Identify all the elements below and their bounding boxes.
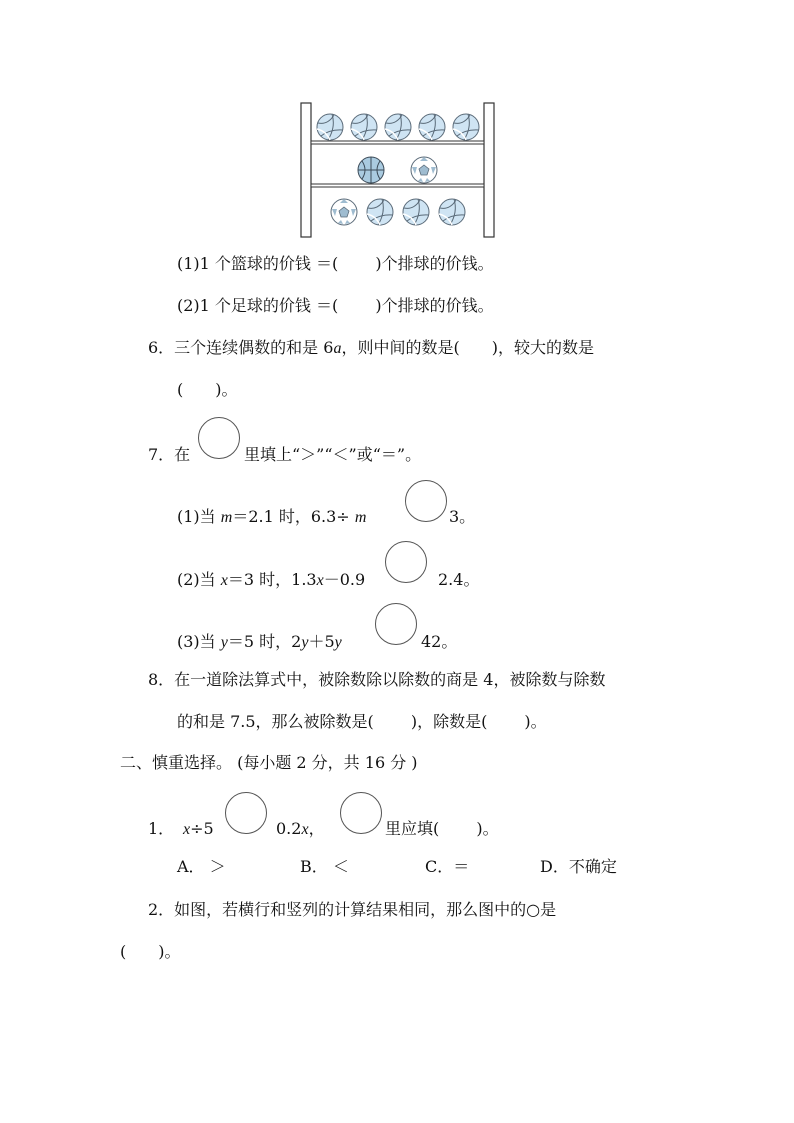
q7-sub3-expr: (3)当 y＝5 时，2y＋5y	[177, 632, 342, 651]
q7-stem-b: 里填上“＞”“＜”或“＝”。	[244, 445, 422, 464]
answer-circle[interactable]	[405, 480, 447, 522]
c1-expr-right: 0.2x，	[276, 819, 325, 838]
q6-text-b: ，则中间的数是( )，较大的数是	[341, 338, 594, 357]
answer-circle[interactable]	[198, 417, 240, 459]
answer-circle[interactable]	[385, 541, 427, 583]
q7-sub2-expr: (2)当 x＝3 时，1.3x－0.9	[177, 570, 366, 589]
option-b[interactable]: B． ＜	[300, 857, 349, 876]
c1-number: 1．	[148, 819, 175, 838]
q7-sub1-expr: (1)当 m＝2.1 时，6.3÷ m	[177, 507, 367, 526]
option-c[interactable]: C．＝	[425, 857, 470, 876]
c2-line2: ( )。	[120, 942, 181, 961]
q5-sub1: (1)1 个篮球的价钱 ＝( )个排球的价钱。	[177, 254, 494, 273]
c2-line1: 2．如图，若横行和竖列的计算结果相同，那么图中的○是	[148, 900, 557, 919]
q8-line2: 的和是 7.5，那么被除数是( )，除数是( )。	[177, 712, 547, 731]
q7-sub1-tail: 3。	[449, 507, 476, 526]
option-d[interactable]: D．不确定	[540, 857, 617, 876]
q8-line1: 8．在一道除法算式中，被除数除以除数的商是 4，被除数与除数	[148, 670, 606, 689]
answer-circle[interactable]	[340, 792, 382, 834]
ball-rack-figure	[300, 100, 500, 240]
q7-sub3-tail: 42。	[421, 632, 458, 651]
section-heading: 二、慎重选择。 (每小题 2 分，共 16 分 )	[120, 753, 418, 772]
c1-tail: 里应填( )。	[385, 819, 499, 838]
q6-text-a: 6．三个连续偶数的和是 6	[148, 338, 334, 357]
q7-sub2-tail: 2.4。	[438, 570, 480, 589]
q7-stem-a: 7．在	[148, 445, 191, 464]
q6-line1	[148, 338, 594, 359]
answer-circle[interactable]	[225, 792, 267, 834]
answer-circle[interactable]	[375, 603, 417, 645]
q6-line2: ( )。	[177, 380, 238, 399]
c1-expr-left: x÷5	[183, 819, 214, 838]
q5-sub2: (2)1 个足球的价钱 ＝( )个排球的价钱。	[177, 296, 494, 315]
option-a[interactable]: A． ＞	[177, 857, 226, 876]
q6-var: a	[333, 340, 342, 357]
